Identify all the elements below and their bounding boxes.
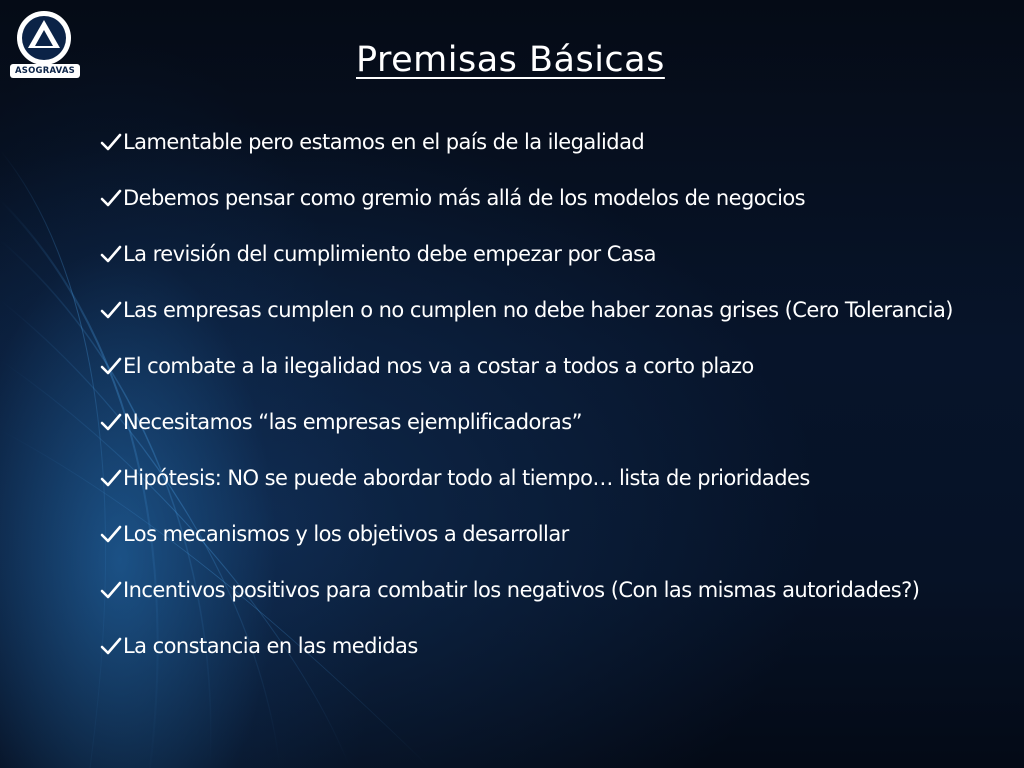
logo-emblem-icon [8, 8, 80, 68]
bullet-item [100, 632, 1000, 661]
bullet-item [100, 520, 1000, 549]
checkmark-icon [100, 412, 122, 432]
bullet-text: Hipótesis: NO se puede abordar todo al tiempo… lista de prioridades [123, 466, 810, 490]
checkmark-icon [100, 580, 122, 600]
bullet-text: Las empresas cumplen o no cumplen no debe haber zonas grises (Cero Tolerancia) [123, 298, 953, 322]
bullet-text: La revisión del cumplimiento debe empezar por Casa [123, 242, 656, 266]
bullet-item [100, 576, 1000, 605]
checkmark-icon [100, 524, 122, 544]
logo-text: ASOGRAVAS [10, 64, 80, 78]
checkmark-icon [100, 356, 122, 376]
bullet-item [100, 296, 1000, 325]
bullet-text: Debemos pensar como gremio más allá de los modelos de negocios [123, 186, 806, 210]
asogravas-logo [8, 8, 80, 78]
bullet-list [100, 128, 1000, 661]
checkmark-icon [100, 300, 122, 320]
slide-title: Premisas Básicas [356, 40, 665, 80]
bullet-text: Incentivos positivos para combatir los negativos (Con las mismas autoridades?) [123, 578, 920, 602]
checkmark-icon [100, 132, 122, 152]
bullet-item [100, 240, 1000, 269]
checkmark-icon [100, 188, 122, 208]
bullet-item [100, 464, 1000, 493]
checkmark-icon [100, 244, 122, 264]
bullet-text: El combate a la ilegalidad nos va a costar a todos a corto plazo [123, 354, 754, 378]
bullet-text: Necesitamos “las empresas ejemplificadoras” [123, 410, 582, 434]
checkmark-icon [100, 636, 122, 656]
bullet-text: Lamentable pero estamos en el país de la ilegalidad [123, 130, 645, 154]
bullet-item [100, 184, 1000, 213]
bullet-item [100, 352, 1000, 381]
bullet-item [100, 408, 1000, 437]
bullet-text: Los mecanismos y los objetivos a desarrollar [123, 522, 569, 546]
checkmark-icon [100, 468, 122, 488]
bullet-item [100, 128, 1000, 157]
bullet-text: La constancia en las medidas [123, 634, 418, 658]
